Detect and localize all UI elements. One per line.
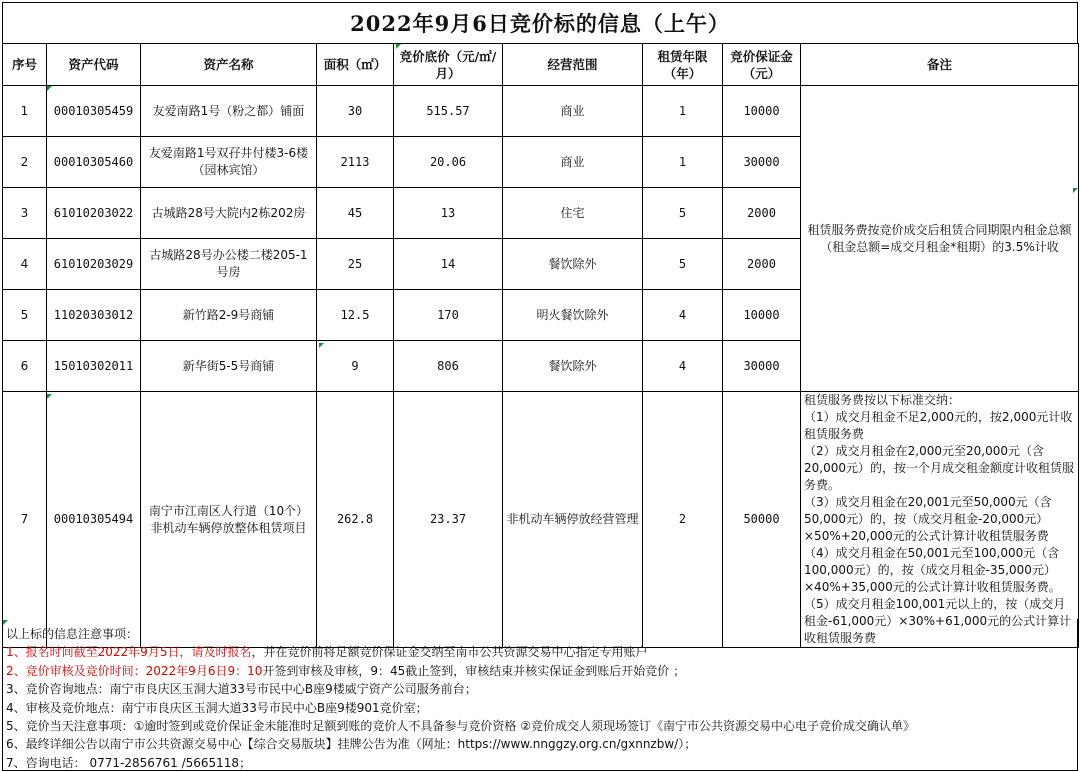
cell-no[interactable]: 4 [3, 239, 47, 290]
note-7: 7、咨询电话： 0771-2856761 /5665118； [6, 755, 252, 770]
cell-name[interactable]: 南宁市江南区人行道（10个）非机动车辆停放整体租赁项目 [141, 392, 317, 648]
table-row [3, 86, 1079, 137]
table-row [3, 392, 1079, 648]
remark-line: （2）成交月租金在2,000元至20,000元（含20,000元）的，按一个月成交租金额度计收租赁服务费。 [804, 444, 1074, 492]
cell-marker-icon [3, 620, 8, 625]
cell-name[interactable]: 古城路28号大院内2栋202房 [141, 188, 317, 239]
cell-deposit[interactable]: 2000 [723, 239, 801, 290]
header-no[interactable]: 序号 [3, 44, 47, 86]
cell-scope[interactable]: 非机动车辆停放经营管理 [503, 392, 643, 648]
spreadsheet [2, 2, 1078, 770]
cell-area[interactable]: 12.5 [317, 290, 394, 341]
cell-deposit[interactable]: 2000 [723, 188, 801, 239]
header-name[interactable]: 资产名称 [141, 44, 317, 86]
cell-deposit[interactable]: 30000 [723, 137, 801, 188]
cell-years[interactable]: 4 [643, 341, 723, 392]
cell-deposit[interactable]: 10000 [723, 290, 801, 341]
cell-years[interactable]: 1 [643, 86, 723, 137]
cell-remark-rows-1-6[interactable]: 租赁服务费按竞价成交后租赁合同期限内租金总额（租金总额=成交月租金*租期）的3.5%计收 [801, 86, 1079, 392]
remark-line: （3）成交月租金在20,001元至50,000元（含50,000元）的，按（成交月租金-20,000元）×50%+20,000元的公式计算计收租赁服务费 [804, 495, 1052, 543]
remark-line: （5）成交月租金100,001元以上的，按（成交月租金-61,000元）×30%+61,000元的公式计算计收租赁服务费 [804, 597, 1072, 645]
cell-name[interactable]: 友爱南路1号（粉之都）铺面 [141, 86, 317, 137]
cell-marker-icon [47, 86, 52, 91]
cell-area[interactable]: 262.8 [317, 392, 394, 648]
cell-code[interactable]: 00010305459 [47, 86, 141, 137]
note-4: 4、审核及竞价地点：南宁市良庆区玉洞大道33号市民中心B座9楼901竞价室； [6, 700, 428, 715]
note-2 [3, 662, 1077, 680]
cell-scope[interactable]: 明火餐饮除外 [503, 290, 643, 341]
note-1 [3, 643, 1077, 661]
header-deposit[interactable]: 竞价保证金（元） [723, 44, 801, 86]
header-area[interactable]: 面积（㎡） [317, 44, 394, 86]
cell-marker-icon [1073, 188, 1078, 193]
cell-area[interactable]: 30 [317, 86, 394, 137]
cell-remark-row-7[interactable] [801, 392, 1079, 648]
cell-scope[interactable]: 商业 [503, 137, 643, 188]
cell-scope[interactable]: 商业 [503, 86, 643, 137]
cell-marker-icon [319, 343, 324, 348]
cell-years[interactable]: 5 [643, 239, 723, 290]
cell-name[interactable]: 友爱南路1号双孖井付楼3-6楼（园林宾馆） [141, 137, 317, 188]
cell-years[interactable]: 2 [643, 392, 723, 648]
note-1-text: ，并在竞价前将足额竞价保证金交纳至南市公共资源交易中心指定专用账户 [251, 645, 648, 660]
cell-no[interactable]: 3 [3, 188, 47, 239]
listing-table [2, 43, 1079, 648]
cell-area[interactable]: 2113 [317, 137, 394, 188]
cell-price[interactable]: 806 [394, 341, 503, 392]
cell-code[interactable]: 61010203022 [47, 188, 141, 239]
header-scope[interactable]: 经营范围 [503, 44, 643, 86]
header-row [3, 44, 1079, 86]
remark-line: （4）成交月租金在50,001元至100,000元（含100,000元）的，按（成交月租金-35,000元）×40%+35,000元的公式计算计收租赁服务费。 [804, 546, 1061, 594]
note-1-prefix: 1、 [6, 645, 26, 660]
sheet-title[interactable]: 2022年9月6日竞价标的信息（上午） [2, 2, 1078, 44]
cell-price[interactable]: 14 [394, 239, 503, 290]
cell-marker-icon [47, 394, 52, 399]
cell-code[interactable]: 00010305460 [47, 137, 141, 188]
notes-intro: 以上标的信息注意事项： [6, 627, 139, 641]
cell-area[interactable]: 9 [317, 341, 394, 392]
header-years[interactable]: 租赁年限（年） [643, 44, 723, 86]
note-3: 3、竞价咨询地点：南宁市良庆区玉洞大道33号市民中心B座9楼威宁资产公司服务前台； [6, 682, 477, 697]
cell-no[interactable]: 2 [3, 137, 47, 188]
cell-name[interactable]: 新华街5-5号商铺 [141, 341, 317, 392]
cell-area[interactable]: 25 [317, 239, 394, 290]
cell-scope[interactable]: 餐饮除外 [503, 341, 643, 392]
note-6: 6、最终详细公告以南宁市公共资源交易中心【综合交易版块】挂牌公告为准（网址：https://www.nnggzy.org.cn/gxnnzbw/）； [6, 737, 697, 752]
note-5: 5、竞价当天注意事项：①逾时签到或竞价保证金未能准时足额到账的竞价人不具备参与竞价资格 ②竞价成交人须现场签订《南宁市公共资源交易中心电子竞价成交确认单》 [6, 719, 915, 734]
cell-no[interactable]: 7 [3, 392, 47, 648]
cell-years[interactable]: 5 [643, 188, 723, 239]
cell-scope[interactable]: 餐饮除外 [503, 239, 643, 290]
remark-line: 租赁服务费按以下标准交纳： [804, 393, 961, 407]
cell-no[interactable]: 6 [3, 341, 47, 392]
note-2-text: 开签到审核及审核，9：45截止签到，审核结束并核实保证金到账后开始竞价 ； [262, 663, 686, 678]
note-2-highlight: 竞价审核及竞价时间：2022年9月6日9：10 [25, 663, 263, 678]
cell-name[interactable]: 古城路28号办公楼二楼205-1号房 [141, 239, 317, 290]
cell-no[interactable]: 5 [3, 290, 47, 341]
cell-price[interactable]: 20.06 [394, 137, 503, 188]
cell-years[interactable]: 4 [643, 290, 723, 341]
cell-name[interactable]: 新竹路2-9号商铺 [141, 290, 317, 341]
header-remark[interactable]: 备注 [801, 44, 1079, 86]
note-1-highlight: 报名时间截至2022年9月5日，请及时报名 [25, 645, 252, 660]
cell-area[interactable]: 45 [317, 188, 394, 239]
cell-code[interactable]: 00010305494 [47, 392, 141, 648]
cell-price[interactable]: 515.57 [394, 86, 503, 137]
cell-deposit[interactable]: 50000 [723, 392, 801, 648]
note-2-prefix: 2、 [6, 663, 26, 678]
remark-line: （1）成交月租金不足2,000元的，按2,000元计收租赁服务费 [804, 410, 1073, 441]
cell-scope[interactable]: 住宅 [503, 188, 643, 239]
cell-marker-icon [396, 44, 401, 49]
cell-years[interactable]: 1 [643, 137, 723, 188]
header-price[interactable]: 竞价底价（元/㎡/月） [394, 44, 503, 86]
cell-price[interactable]: 13 [394, 188, 503, 239]
cell-code[interactable]: 15010302011 [47, 341, 141, 392]
notes-cell[interactable] [2, 619, 1078, 771]
cell-price[interactable]: 23.37 [394, 392, 503, 648]
cell-no[interactable]: 1 [3, 86, 47, 137]
cell-price[interactable]: 170 [394, 290, 503, 341]
cell-deposit[interactable]: 10000 [723, 86, 801, 137]
cell-code[interactable]: 11020303012 [47, 290, 141, 341]
cell-code[interactable]: 61010203029 [47, 239, 141, 290]
header-code[interactable]: 资产代码 [47, 44, 141, 86]
cell-deposit[interactable]: 30000 [723, 341, 801, 392]
